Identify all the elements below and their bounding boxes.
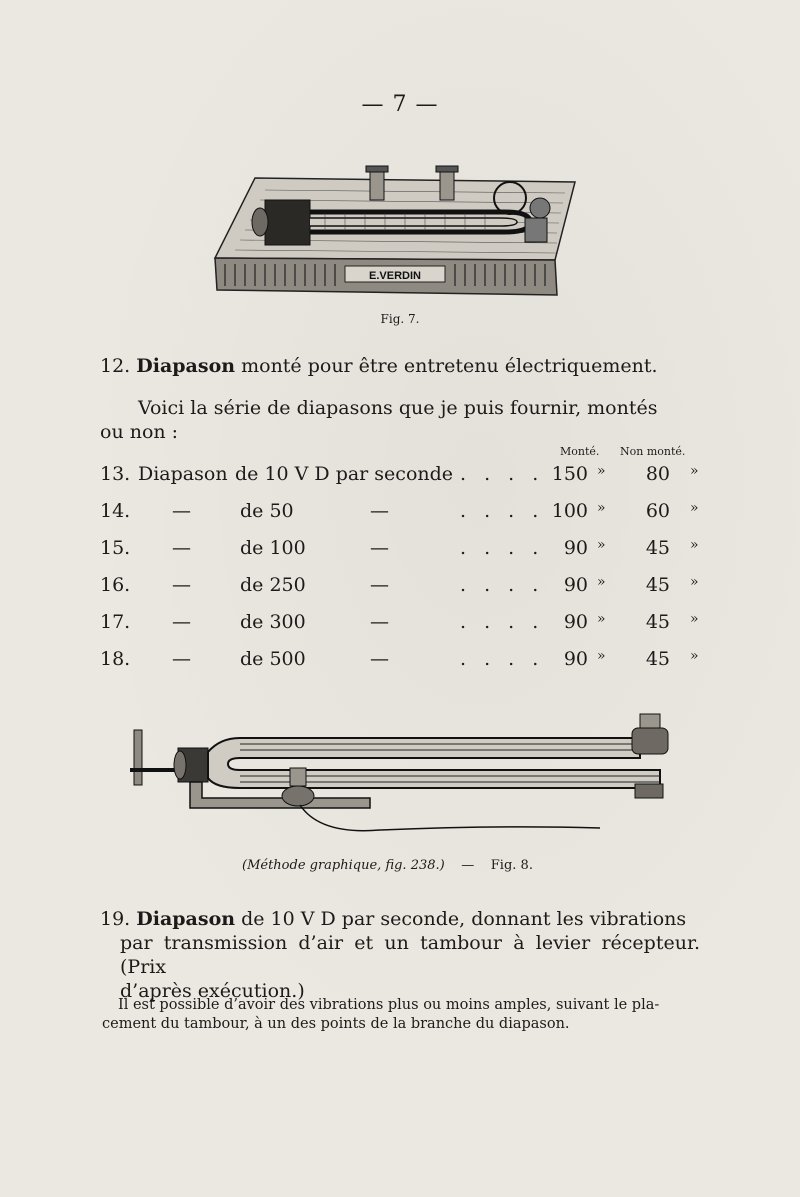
row-name: Diapason <box>138 463 228 485</box>
table-row <box>100 648 720 672</box>
header-mounted: Monté. <box>560 445 600 458</box>
fig8-illustration <box>120 700 680 845</box>
fig8-caption-separator: — <box>461 858 475 873</box>
row-price-unmounted: 45 <box>645 537 670 559</box>
row-number: 14. <box>100 500 131 522</box>
entry-19 <box>100 907 700 1003</box>
fig7-caption: Fig. 7. <box>380 312 420 326</box>
row-frequency: de 500 <box>240 648 306 670</box>
table-row <box>100 500 720 524</box>
row-number: 16. <box>100 574 131 596</box>
fig8-caption <box>242 858 562 873</box>
entry-19-line-3: d’après exécution.) <box>120 980 305 1002</box>
row-price-unmounted: 45 <box>645 611 670 633</box>
row-dash: — <box>370 611 389 633</box>
row-price-mounted: 100 <box>551 500 588 522</box>
entry-12-number: 12. <box>100 355 131 377</box>
page-number: — 7 — <box>361 92 439 117</box>
row-price-mounted: 90 <box>563 648 588 670</box>
row-price-unmounted: 45 <box>645 574 670 596</box>
row-name: — <box>172 500 191 522</box>
intro-paragraph <box>100 396 703 444</box>
row-frequency: de 50 <box>240 500 294 522</box>
row-price-mounted: 150 <box>551 463 588 485</box>
row-leader-dots: . . . . <box>460 463 545 485</box>
footnote-line-2: cement du tambour, à un des points de la branche du diapason. <box>102 1016 570 1032</box>
row-frequency: de 250 <box>240 574 306 596</box>
row-price-unmounted: 45 <box>645 648 670 670</box>
row-unit-mounted: » <box>597 500 606 516</box>
fig8-caption-label: Fig. 8. <box>490 858 533 873</box>
row-price-mounted: 90 <box>563 537 588 559</box>
entry-19-line-1: de 10 V D par seconde, donnant les vibrations <box>241 908 687 930</box>
footnote <box>102 996 702 1034</box>
entry-12-text: monté pour être entretenu électriquement. <box>241 355 658 377</box>
fig7-engraving-text: E.VERDIN <box>369 270 421 282</box>
table-row <box>100 611 720 635</box>
header-unmounted: Non monté. <box>620 445 686 458</box>
table-row <box>100 537 720 561</box>
row-leader-dots: . . . . <box>460 611 545 633</box>
row-leader-dots: . . . . <box>460 648 545 670</box>
row-unit-unmounted: » <box>690 648 699 664</box>
table-row <box>100 463 720 487</box>
row-number: 15. <box>100 537 131 559</box>
row-number: 18. <box>100 648 131 670</box>
row-frequency: de 100 <box>240 537 306 559</box>
footnote-line-1: Il est possible d’avoir des vibrations plus ou moins amples, suivant le pla- <box>118 997 660 1013</box>
row-name: — <box>172 574 191 596</box>
fig7-illustration <box>205 160 585 300</box>
row-name: — <box>172 537 191 559</box>
row-leader-dots: . . . . <box>460 537 545 559</box>
row-name: — <box>172 648 191 670</box>
row-unit-unmounted: » <box>690 574 699 590</box>
row-unit-mounted: » <box>597 537 606 553</box>
row-unit-mounted: » <box>597 648 606 664</box>
entry-12 <box>100 354 700 378</box>
row-dash: — <box>370 537 389 559</box>
row-number: 13. <box>100 463 131 485</box>
entry-19-title: Diapason <box>136 908 236 930</box>
entry-19-number: 19. <box>100 908 131 930</box>
table-row <box>100 574 720 598</box>
row-number: 17. <box>100 611 131 633</box>
row-unit-mounted: » <box>597 574 606 590</box>
row-unit-mounted: » <box>597 611 606 627</box>
row-dash: — <box>370 648 389 670</box>
row-leader-dots: . . . . <box>460 574 545 596</box>
row-name: — <box>172 611 191 633</box>
fig8-caption-method: (Méthode graphique, fig. 238.) <box>242 858 445 873</box>
row-unit-mounted: » <box>597 463 606 479</box>
row-price-mounted: 90 <box>563 574 588 596</box>
row-price-mounted: 90 <box>563 611 588 633</box>
row-leader-dots: . . . . <box>460 500 545 522</box>
row-frequency: de 300 <box>240 611 306 633</box>
row-frequency: de 10 V D par seconde <box>235 463 454 485</box>
row-unit-unmounted: » <box>690 611 699 627</box>
entry-19-line-2: par transmission d’air et un tambour à levier récepteur. (Prix <box>120 932 700 978</box>
row-price-unmounted: 60 <box>645 500 670 522</box>
entry-12-title: Diapason <box>136 355 236 377</box>
intro-line-1: Voici la série de diapasons que je puis fournir, montés <box>138 397 658 419</box>
row-unit-unmounted: » <box>690 463 699 479</box>
row-unit-unmounted: » <box>690 500 699 516</box>
intro-line-2: ou non : <box>100 421 179 443</box>
row-dash: — <box>370 500 389 522</box>
row-unit-unmounted: » <box>690 537 699 553</box>
row-dash: — <box>370 574 389 596</box>
row-price-unmounted: 80 <box>645 463 670 485</box>
